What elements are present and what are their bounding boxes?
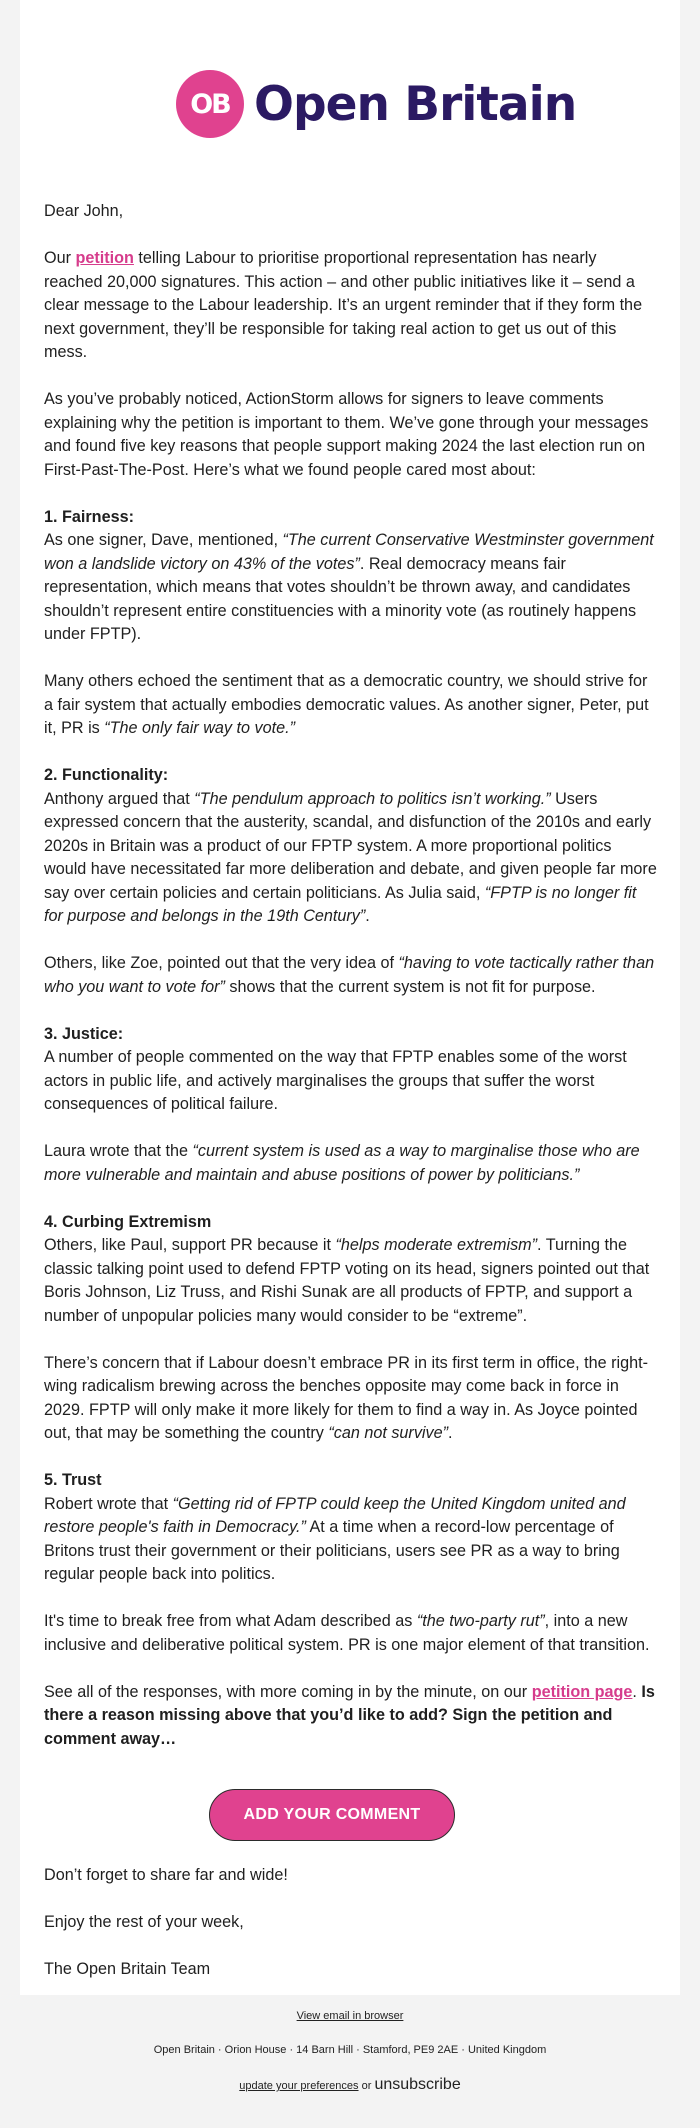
comments-paragraph: As you’ve probably noticed, ActionStorm allows for signers to leave comments explaining why the petition is important to them. We’ve gone through your messages and found five key reasons that people support making 2024 the last election run on First-Past-The-Post. Here’s what we found people cared most about: (44, 390, 649, 479)
quote: “FPTP is no longer fit for purpose and belongs in the 19th Century” (44, 883, 637, 925)
quote: “the two-party rut” (416, 1612, 545, 1630)
unsubscribe-link[interactable]: unsubscribe (374, 2076, 461, 2093)
quote: “Getting rid of FPTP could keep the United Kingdom united and restore people's faith in Democracy.” (44, 1494, 626, 1536)
share-line: Don’t forget to share far and wide! (44, 1866, 288, 1884)
petition-page-link[interactable]: petition page (531, 1682, 633, 1701)
section-heading: 5. Trust (44, 1471, 102, 1489)
view-in-browser-link[interactable]: View email in browser (296, 2010, 404, 2022)
logo-mark: OB (176, 70, 244, 138)
quote: “The pendulum approach to politics isn’t working.” (194, 789, 551, 808)
update-preferences-link[interactable]: update your preferences (239, 2080, 359, 2092)
quote: “current system is used as a way to marginalise those who are more vulnerable and maintain and abuse positions of power by politicians.” (44, 1142, 640, 1184)
section-trust: 5. Trust Robert wrote that “Getting rid of FPTP could keep the United Kingdom united and restore people's faith in Democracy.” At a time when a record-low percentage of Britons trust their government or their politicians, users see PR as a way to bring regular people back into politics. (44, 1469, 658, 1587)
quote: “The only fair way to vote.” (104, 719, 295, 737)
functionality-paragraph-2: Others, like Zoe, pointed out that the very idea of “having to vote tactically rather than who you want to vote for” shows that the current system is not fit for purpose. (44, 954, 655, 996)
footer-address: Open Britain · Orion House · 14 Barn Hill · Stamford, PE9 2AE · United Kingdom (153, 2044, 547, 2056)
section-functionality: 2. Functionality: Anthony argued that “The pendulum approach to politics isn’t working.” Users expressed concern that the austerity, scandal, and disfunction of the 2010s and early 2020s in Britain was a product of our FPTP system. A more proportional politics would have necessitated far more deliberation and debate, and given people far more say over certain policies and certain politicians. As Julia said, “FPTP is no longer fit for purpose and belongs in the 19th Century”. (44, 766, 657, 925)
petition-link[interactable]: petition (75, 249, 134, 267)
break-free-paragraph: It's time to break free from what Adam described as “the two-party rut”, into a new inclusive and deliberative political system. PR is one major element of that transition. (44, 1612, 650, 1654)
signoff: The Open Britain Team (44, 1960, 211, 1978)
justice-paragraph-2: Laura wrote that the “current system is used as a way to marginalise those who are more vulnerable and maintain and abuse positions of power by politicians.” (44, 1142, 640, 1184)
section-heading: 1. Fairness: (44, 507, 134, 526)
logo[interactable] (176, 70, 576, 138)
see-responses-paragraph: See all of the responses, with more coming in by the minute, on our petition page. Is there a reason missing above that you’d like to add? Sign the petition and comment away… (44, 1682, 655, 1748)
email-body (44, 200, 658, 1775)
logo-wordmark: Open Britain (254, 76, 577, 132)
enjoy-line: Enjoy the rest of your week, (44, 1913, 244, 1931)
footer: View email in browser Open Britain · Orion House · 14 Barn Hill · Stamford, PE9 2AE · United Kingdom update your preferences or unsubscribe (0, 2010, 700, 2094)
section-extremism: 4. Curbing Extremism Others, like Paul, support PR because it “helps moderate extremism”. Turning the classic talking point used to defend FPTP voting on its head, signers pointed out that Boris Johnson, Liz Truss, and Rishi Sunak are all products of FPTP, and support a number of unpopular policies many would consider to be “extreme”. (44, 1211, 658, 1329)
greeting: Dear John, (44, 202, 124, 220)
add-comment-button[interactable]: ADD YOUR COMMENT (209, 1789, 455, 1841)
section-heading: 4. Curbing Extremism (44, 1212, 212, 1231)
quote: “having to vote tactically rather than who you want to vote for” (44, 954, 655, 996)
quote: “The current Conservative Westminster government won a landslide victory on 43% of the votes” (44, 531, 654, 573)
section-heading: 3. Justice: (44, 1024, 124, 1043)
section-justice: 3. Justice: A number of people commented on the way that FPTP enables some of the worst actors in public life, and actively marginalises the groups that suffer the worst consequences of political failure. (44, 1023, 658, 1117)
intro-paragraph: Our petition telling Labour to prioritise proportional representation has nearly reached 20,000 signatures. This action – and other public initiatives like it – send a clear message to the Labour leadership. It’s an urgent reminder that if they form the next government, they’ll be responsible for taking real action to get us out of this mess. (44, 249, 643, 361)
section-heading: 2. Functionality: (44, 766, 169, 784)
fairness-paragraph-2: Many others echoed the sentiment that as a democratic country, we should strive for a fair system that actually embodies democratic values. As another signer, Peter, put it, PR is “The only fair way to vote.” (44, 672, 649, 737)
quote: “helps moderate extremism” (335, 1236, 538, 1254)
closing (44, 1864, 658, 2005)
section-fairness: 1. Fairness: As one signer, Dave, mentioned, “The current Conservative Westminster government won a landslide victory on 43% of the votes”. Real democracy means fair representation, which means that votes shouldn’t be thrown away, and candidates shouldn’t represent entire constituencies with a minority vote (as routinely happens under FPTP). (44, 506, 658, 647)
extremism-paragraph-2: There’s concern that if Labour doesn’t embrace PR in its first term in office, the right-wing radicalism brewing across the benches opposite may come back in force in 2029. FPTP will only make it more likely for them to find a way in. As Joyce pointed out, that may be something the country “can not survive”. (44, 1353, 649, 1442)
quote: “can not survive” (328, 1424, 448, 1442)
call-to-comment: Is there a reason missing above that you’d like to add? Sign the petition and comment away… (44, 1682, 655, 1748)
